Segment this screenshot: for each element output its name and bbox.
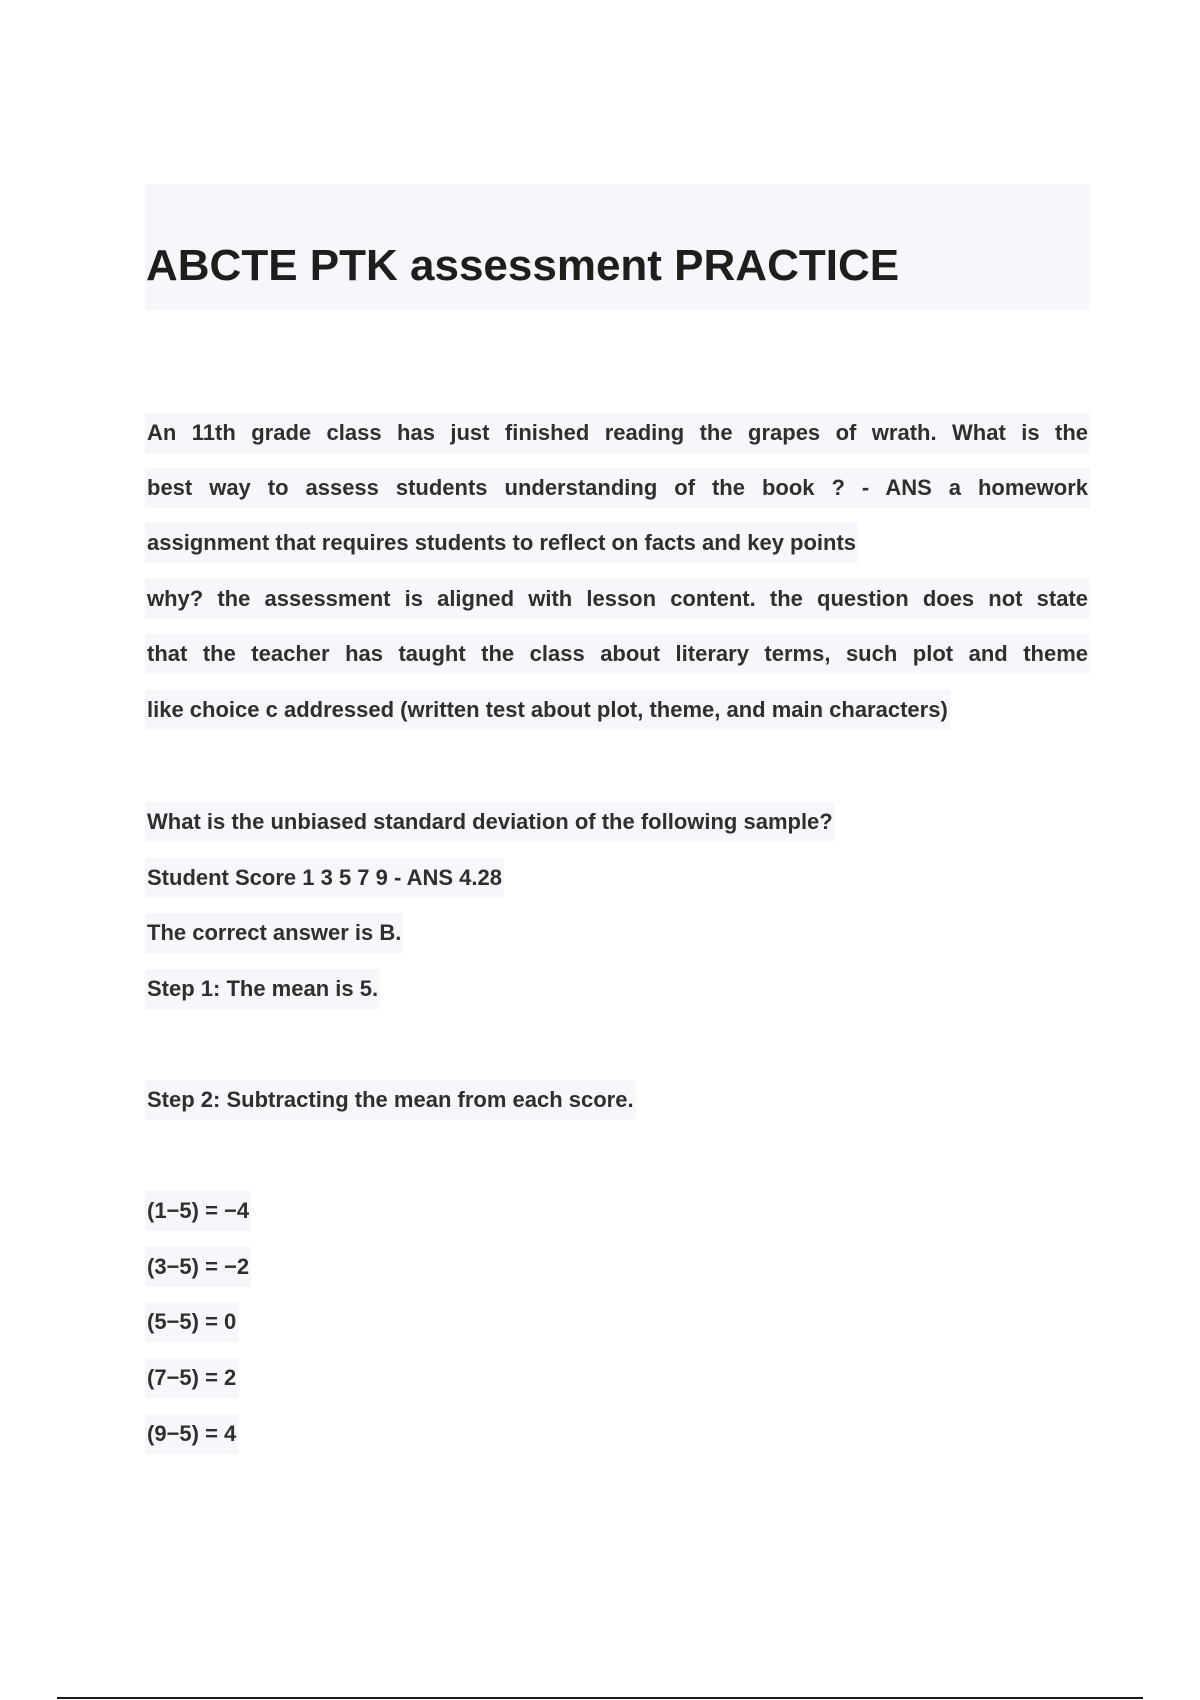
equation-line: (3−5) = −2 <box>145 1247 251 1287</box>
page-title: ABCTE PTK assessment PRACTICE <box>146 241 900 290</box>
q1-line-5: that the teacher has taught the class about literary terms, such plot and theme <box>145 634 1090 674</box>
q2-student-score: Student Score 1 3 5 7 9 - ANS 4.28 <box>145 858 504 898</box>
q2-correct-answer: The correct answer is B. <box>145 913 403 953</box>
equation-line: (7−5) = 2 <box>145 1358 238 1398</box>
q1-line-2: best way to assess students understanding of the book ? - ANS a homework <box>145 468 1090 508</box>
q2-step-2: Step 2: Subtracting the mean from each score. <box>145 1080 636 1120</box>
equation-line: (1−5) = −4 <box>145 1191 251 1231</box>
equation-line: (5−5) = 0 <box>145 1302 238 1342</box>
equation-line: (9−5) = 4 <box>145 1414 238 1454</box>
footer-divider <box>57 1697 1143 1699</box>
q2-step-1: Step 1: The mean is 5. <box>145 969 380 1009</box>
q1-line-3: assignment that requires students to reflect on facts and key points <box>145 523 858 563</box>
q1-line-4: why? the assessment is aligned with lesson content. the question does not state <box>145 579 1090 619</box>
q1-line-6: like choice c addressed (written test about plot, theme, and main characters) <box>145 690 950 730</box>
q1-line-1: An 11th grade class has just finished reading the grapes of wrath. What is the <box>145 413 1090 453</box>
q2-question: What is the unbiased standard deviation of the following sample? <box>145 802 835 842</box>
